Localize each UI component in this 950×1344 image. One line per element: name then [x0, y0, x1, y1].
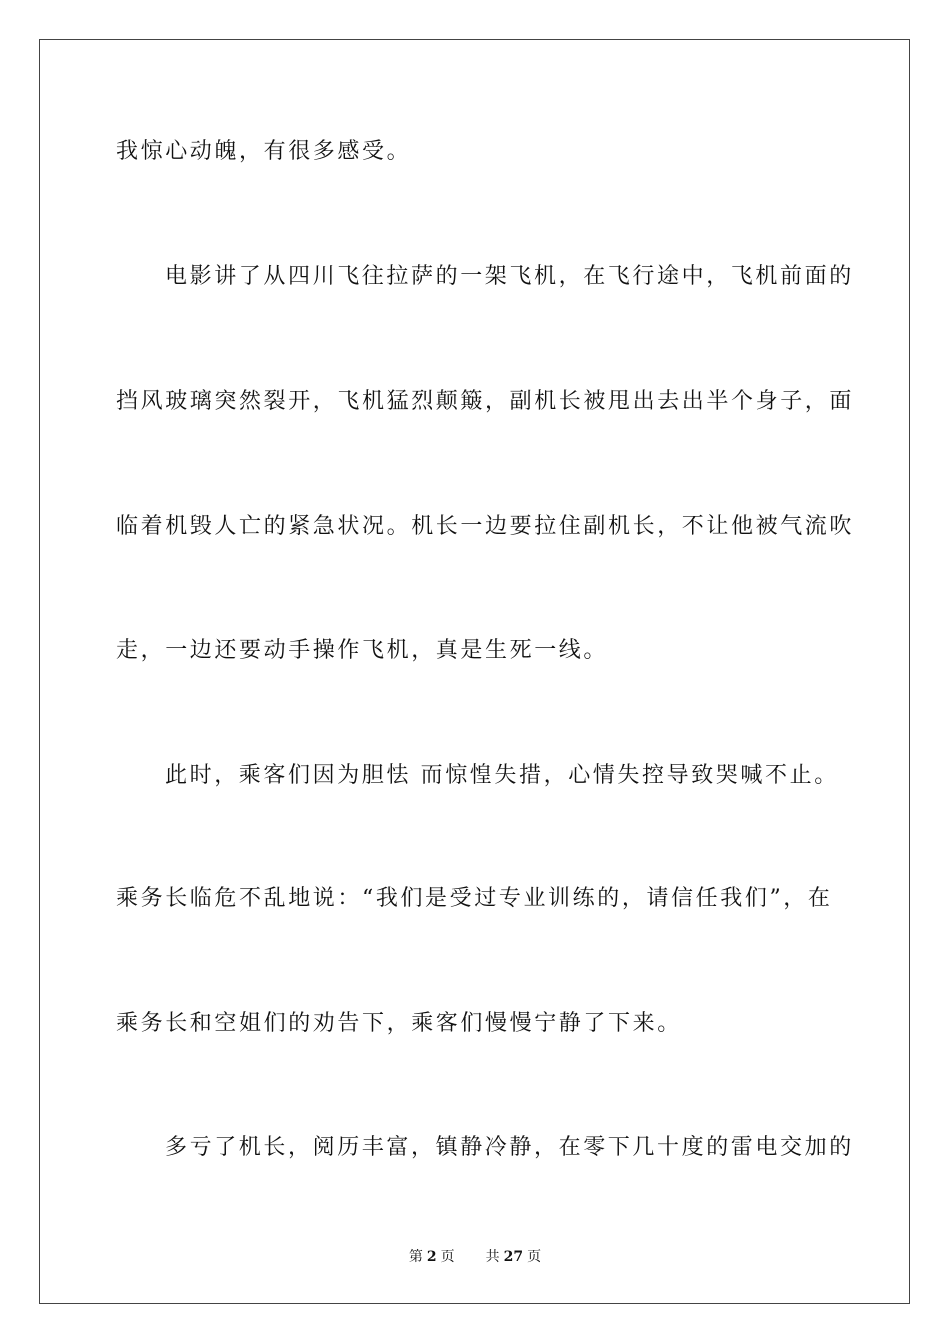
body-line-7: 乘务长临危不乱地说：“我们是受过专业训练的，请信任我们”，在	[116, 886, 833, 911]
page-unit: 页	[440, 1249, 455, 1265]
page-frame	[39, 39, 910, 1304]
body-line-8: 乘务长和空姐们的劝告下，乘客们慢慢宁静了下来。	[116, 1011, 682, 1036]
total-pages: 27	[503, 1249, 524, 1265]
body-line-4: 临着机毁人亡的紧急状况。机长一边要拉住副机长，不让他被气流吹	[116, 514, 855, 539]
total-unit: 页	[527, 1249, 542, 1265]
page-label: 第	[408, 1249, 423, 1265]
total-label: 共	[485, 1249, 500, 1265]
page-footer	[0, 1248, 950, 1266]
body-line-5: 走，一边还要动手操作飞机，真是生死一线。	[116, 638, 609, 663]
body-line-9: 多亏了机长，阅历丰富，镇静冷静，在零下几十度的雷电交加的	[165, 1135, 854, 1160]
body-line-1: 我惊心动魄，有很多感受。	[116, 139, 412, 164]
body-line-2: 电影讲了从四川飞往拉萨的一架飞机，在飞行途中，飞机前面的	[165, 264, 854, 289]
body-line-3: 挡风玻璃突然裂开，飞机猛烈颠簸，副机长被甩出去出半个身子，面	[116, 389, 855, 414]
page-number: 2	[426, 1249, 437, 1265]
body-line-6: 此时，乘客们因为胆怯 而惊惶失措，心情失控导致哭喊不止。	[165, 763, 839, 788]
